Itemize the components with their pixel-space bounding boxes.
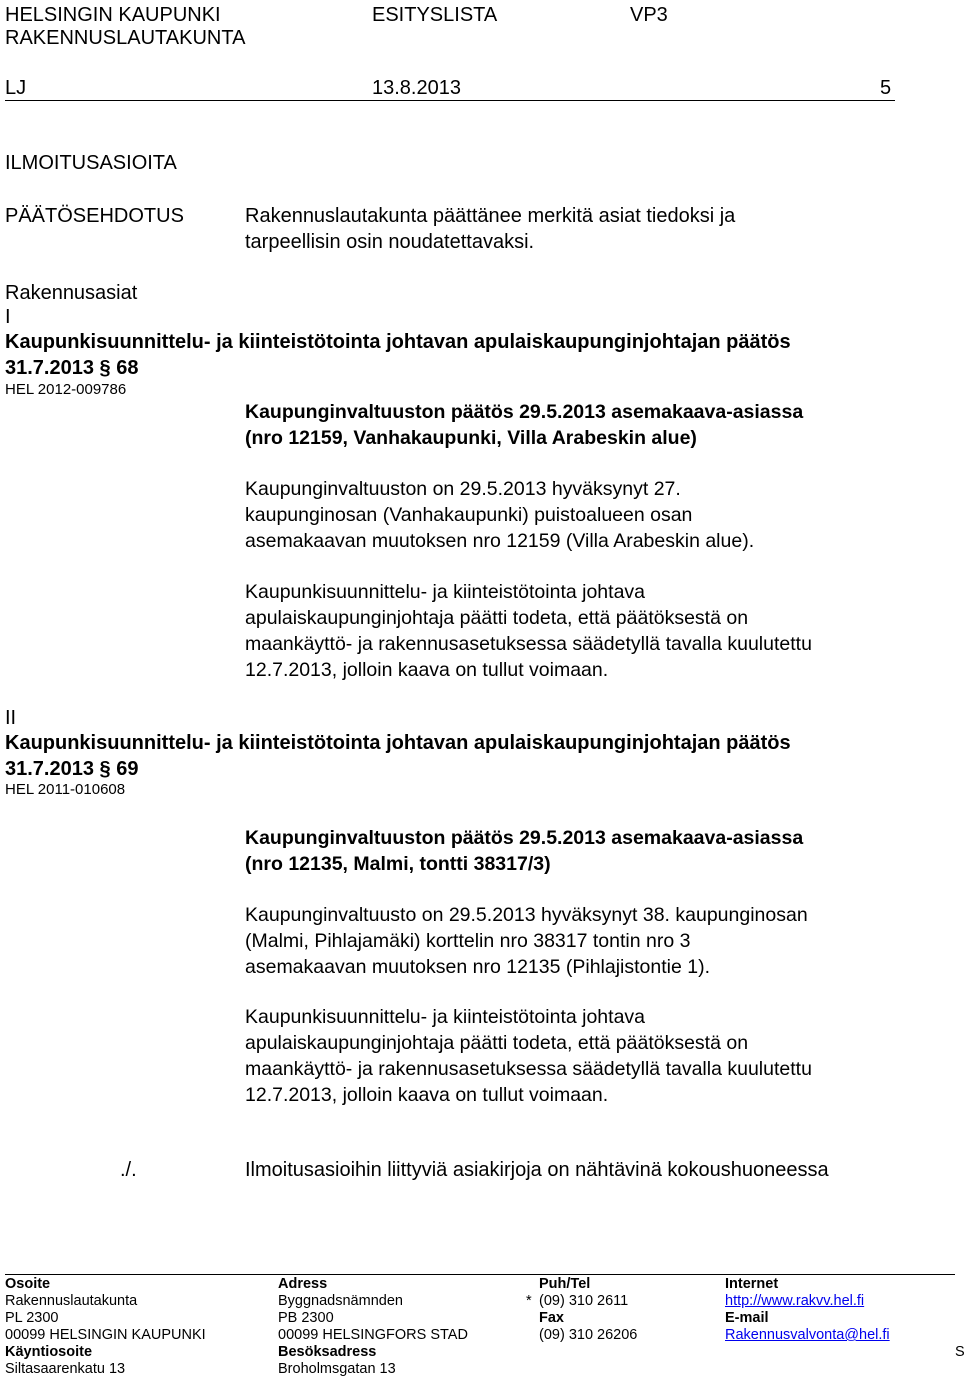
paragraph-line: apulaiskaupunginjohtaja päätti todeta, että päätöksestä on	[245, 1032, 749, 1054]
footer-heading: E-mail	[725, 1310, 769, 1326]
item-reference: HEL 2012-009786	[5, 381, 127, 398]
footer-address-finnish	[5, 1276, 206, 1378]
footer-heading: Internet	[725, 1276, 779, 1292]
attachment-text: Ilmoitusasioihin liittyviä asiakirjoja on nähtävinä kokoushuoneessa	[245, 1159, 829, 1181]
footer-rule	[5, 1274, 955, 1275]
paragraph-line: maankäyttö- ja rakennusasetuksessa säädetyllä tavalla kuulutettu	[245, 633, 812, 655]
footer-line: Byggnadsnämnden	[278, 1293, 403, 1309]
subject-line: (nro 12159, Vanhakaupunki, Villa Arabeskin alue)	[245, 427, 697, 449]
item-decision: 31.7.2013 § 69	[5, 758, 139, 780]
section-title: ILMOITUSASIOITA	[5, 152, 177, 174]
header-board: RAKENNUSLAUTAKUNTA	[5, 27, 246, 49]
footer-line: Rakennuslautakunta	[5, 1293, 138, 1309]
paragraph-line: maankäyttö- ja rakennusasetuksessa säädetyllä tavalla kuulutettu	[245, 1058, 812, 1080]
footer-line: PB 2300	[278, 1310, 334, 1326]
paragraph-line: asemakaavan muutoksen nro 12135 (Pihlajistontie 1).	[245, 956, 711, 978]
subject-line: Kaupunginvaltuuston päätös 29.5.2013 asemakaava-asiassa	[245, 827, 804, 849]
footer-line: 00099 HELSINGIN KAUPUNKI	[5, 1327, 206, 1343]
header-date: 13.8.2013	[372, 77, 461, 99]
footer-heading: Käyntiosoite	[5, 1344, 93, 1360]
footer-line: Siltasaarenkatu 13	[5, 1361, 126, 1377]
subject-line: Kaupunginvaltuuston päätös 29.5.2013 asemakaava-asiassa	[245, 401, 804, 423]
footer-internet	[725, 1276, 890, 1344]
footer-line: (09) 310 26206	[539, 1327, 638, 1343]
footer-line: (09) 310 2611	[539, 1293, 629, 1309]
item-paragraph	[245, 476, 754, 554]
paragraph-line: kaupunginosan (Vanhakaupunki) puistoalueen osan	[245, 504, 693, 526]
paragraph-line: asemakaavan muutoksen nro 12159 (Villa Arabeskin alue).	[245, 530, 755, 552]
footer-line: PL 2300	[5, 1310, 59, 1326]
paragraph-line: 12.7.2013, jolloin kaava on tullut voimaan.	[245, 1084, 609, 1106]
item-subject	[245, 825, 803, 877]
footer-heading: Osoite	[5, 1276, 51, 1292]
proposal-line: Rakennuslautakunta päättänee merkitä asiat tiedoksi ja	[245, 205, 736, 227]
paragraph-line: Kaupunkisuunnittelu- ja kiinteistötointa johtava	[245, 581, 646, 603]
footer-phone-marker: *	[526, 1293, 532, 1309]
footer-heading: Adress	[278, 1276, 328, 1292]
paragraph-line: Kaupunginvaltuusto on 29.5.2013 hyväksynyt 38. kaupunginosan	[245, 904, 808, 926]
header-code: VP3	[630, 4, 668, 26]
header-doc-type: ESITYSLISTA	[372, 4, 498, 26]
item-number: I	[5, 306, 11, 328]
proposal-line: tarpeellisin osin noudatettavaksi.	[245, 231, 535, 253]
header-author: LJ	[5, 77, 27, 99]
header-org: HELSINGIN KAUPUNKI	[5, 4, 221, 26]
footer-heading: Besöksadress	[278, 1344, 377, 1360]
paragraph-line: (Malmi, Pihlajamäki) korttelin nro 38317 tontin nro 3	[245, 930, 691, 952]
footer-phone	[539, 1276, 637, 1344]
paragraph-line: Kaupunginvaltuuston on 29.5.2013 hyväksynyt 27.	[245, 478, 681, 500]
footer-heading: Puh/Tel	[539, 1276, 591, 1292]
footer-heading: Fax	[539, 1310, 564, 1326]
header-rule	[5, 100, 895, 101]
proposal-text	[245, 203, 735, 255]
group-title: Rakennusasiat	[5, 282, 138, 304]
item-heading: Kaupunkisuunnittelu- ja kiinteistötointa johtavan apulaiskaupunginjohtajan päätös	[5, 331, 791, 353]
footer-edge-letter: S	[955, 1344, 965, 1360]
header-page-number: 5	[880, 77, 892, 99]
attachment-marker: ./.	[120, 1159, 137, 1181]
item-number: II	[5, 707, 17, 729]
item-heading: Kaupunkisuunnittelu- ja kiinteistötointa johtavan apulaiskaupunginjohtajan päätös	[5, 732, 791, 754]
item-paragraph	[245, 579, 812, 683]
footer-line: Broholmsgatan 13	[278, 1361, 396, 1377]
paragraph-line: 12.7.2013, jolloin kaava on tullut voimaan.	[245, 659, 609, 681]
paragraph-line: Kaupunkisuunnittelu- ja kiinteistötointa johtava	[245, 1006, 646, 1028]
footer-line: 00099 HELSINGFORS STAD	[278, 1327, 468, 1343]
website-link[interactable]: http://www.rakvv.hel.fi	[725, 1293, 865, 1309]
footer-address-swedish	[278, 1276, 468, 1378]
item-reference: HEL 2011-010608	[5, 781, 126, 798]
item-subject	[245, 399, 803, 451]
email-link[interactable]: Rakennusvalvonta@hel.fi	[725, 1327, 890, 1343]
subject-line: (nro 12135, Malmi, tontti 38317/3)	[245, 853, 551, 875]
paragraph-line: apulaiskaupunginjohtaja päätti todeta, että päätöksestä on	[245, 607, 749, 629]
proposal-label: PÄÄTÖSEHDOTUS	[5, 205, 184, 227]
item-decision: 31.7.2013 § 68	[5, 357, 139, 379]
item-paragraph	[245, 902, 808, 980]
item-paragraph	[245, 1004, 812, 1108]
